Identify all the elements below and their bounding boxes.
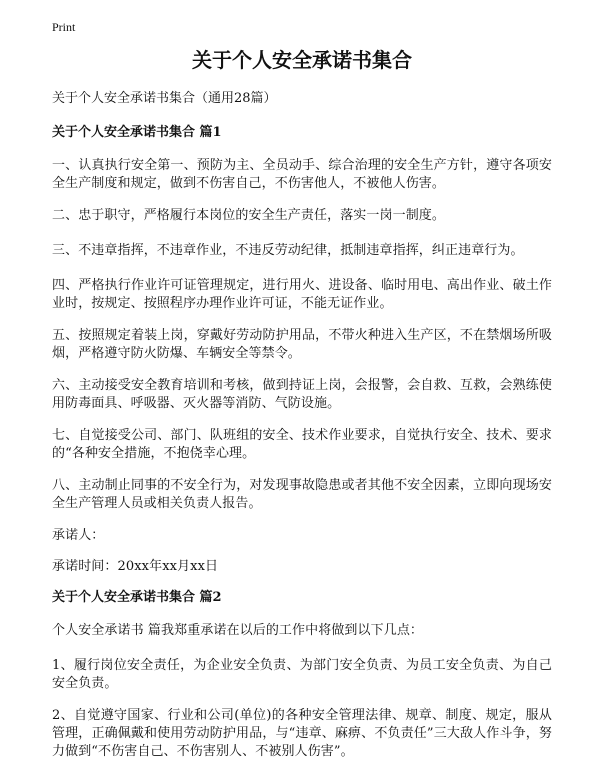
section-heading-1: 关于个人安全承诺书集合 篇1 bbox=[52, 125, 222, 140]
signer-label: 承诺人： bbox=[52, 528, 105, 543]
section-1-paragraph-5: 五、按照规定着装上岗，穿戴好劳动防护用品，不带火种进入生产区，不在禁烟场所吸烟，严格遵守防火防爆、车辆安全等禁令。 bbox=[52, 328, 552, 361]
section-1-paragraph-2: 二、忠于职守，严格履行本岗位的安全生产责任，落实一岗一制度。 bbox=[52, 208, 446, 223]
section-2-paragraph-3: 2、自觉遵守国家、行业和公司(单位)的各种安全管理法律、规章、制度、规定，服从管理，正确佩戴和使用劳动防护用品，与“违章、麻痹、不负责任”三大敌人作斗争，努力做到“不伤害自己、不伤害别人、不被别人伤害”。 bbox=[52, 708, 552, 759]
commitment-date: 承诺时间：20xx年xx月xx日 bbox=[52, 559, 219, 574]
section-1-paragraph-1: 一、认真执行安全第一、预防为主、全员动手、综合治理的安全生产方针，遵守各项安全生产制度和规定，做到不伤害自己，不伤害他人，不被他人伤害。 bbox=[52, 158, 552, 191]
document-page bbox=[52, 48, 552, 775]
section-1-paragraph-8: 八、主动制止同事的不安全行为，对发现事故隐患或者其他不安全因素，立即向现场安全生产管理人员或相关负责人报告。 bbox=[52, 478, 552, 511]
section-1-paragraph-4: 四、严格执行作业许可证管理规定，进行用火、进设备、临时用电、高出作业、破土作业时，按规定、按照程序办理作业许可证，不能无证作业。 bbox=[52, 278, 552, 311]
document-title: 关于个人安全承诺书集合 bbox=[192, 48, 412, 72]
section-1-paragraph-7: 七、自觉接受公司、部门、队班组的安全、技术作业要求，自觉执行安全、技术、要求的“各种安全措施，不抱侥幸心理。 bbox=[52, 428, 552, 461]
section-heading-2: 关于个人安全承诺书集合 篇2 bbox=[52, 590, 222, 605]
section-1-paragraph-6: 六、主动接受安全教育培训和考核，做到持证上岗，会报警，会自救、互救，会熟练使用防毒面具、呼吸器、灭火器等消防、气防设施。 bbox=[52, 378, 552, 411]
document-subtitle: 关于个人安全承诺书集合（通用28篇） bbox=[52, 91, 277, 106]
section-2-paragraph-1: 个人安全承诺书 篇我郑重承诺在以后的工作中将做到以下几点： bbox=[52, 623, 424, 638]
section-2-paragraph-2: 1、履行岗位安全责任，为企业安全负责、为部门安全负责、为员工安全负责、为自己安全负责。 bbox=[52, 658, 552, 691]
print-link[interactable]: Print bbox=[52, 20, 76, 34]
section-1-paragraph-3: 三、不违章指挥，不违章作业，不违反劳动纪律，抵制违章指挥，纠正违章行为。 bbox=[52, 243, 524, 258]
